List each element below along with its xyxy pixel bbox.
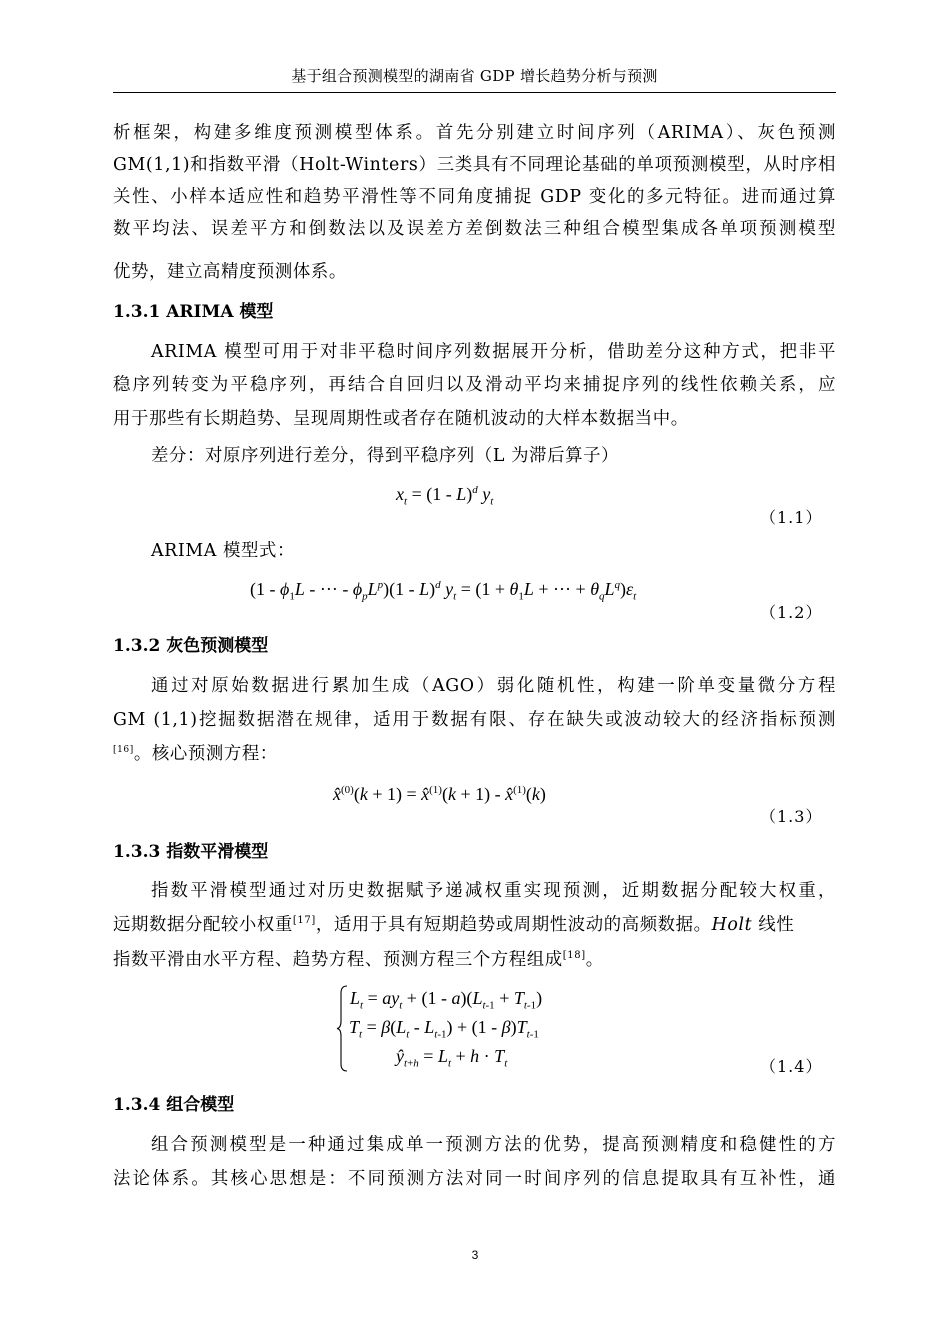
intro-line-2: GM(1,1)和指数平滑（Holt-Winters）三类具有不同理论基础的单项预测模型，从时序相 [113,155,836,175]
arima-model-text: ARIMA 模型式： [151,541,295,561]
equation-1-4-forecast: $ŷ_{t+h} = L_t + h \cdot T_t$ [396,1046,508,1070]
es-para-line-1: 指数平滑模型通过对历史数据赋予递减权重实现预测，近期数据分配较大权重， [151,881,836,901]
section-heading-grey: 1.3.2 灰色预测模型 [113,636,269,656]
equation-1-4-trend: $T_t = \beta(L_t - L_{t-1}) + (1 - \beta)T_{t-1}$ [349,1017,539,1041]
equation-1-1: $x_t = (1 - L)^d$ $y_t$ [396,484,494,508]
grey-para-line-3: [16]。核心预测方程： [113,744,278,764]
intro-line-3: 关性、小样本适应性和趋势平滑性等不同角度捕捉 GDP 变化的多元特征。进而通过算 [113,187,836,207]
citation-18: [18] [562,950,586,962]
arima-para-line-2: 稳序列转变为平稳序列，再结合自回归以及滑动平均来捕捉序列的线性依赖关系，应 [113,375,836,395]
equation-1-3: x̂$^{(0)}$(k + 1) = x̂$^{(1)}$(k + 1) - x̂$^{(1)}$(k) [333,784,546,804]
page-number: 3 [471,1248,479,1262]
arima-para-line-1: ARIMA 模型可用于对非平稳时间序列数据展开分析，借助差分这种方式，把非平 [151,342,836,362]
equation-system-brace [336,985,348,1072]
combo-para-line-1: 组合预测模型是一种通过集成单一预测方法的优势，提高预测精度和稳健性的方 [151,1135,836,1155]
equation-1-4-level: $L_t = ay_t + (1 - a)(L_{t-1} + T_{t-1})$ [350,988,543,1012]
section-heading-combination: 1.3.4 组合模型 [113,1095,235,1115]
equation-1-2: ($1 - \phi_1L$ - ··· - $\phi_pL^p)(1 - L)^d$ $y_t = (1 + \theta_1L$ + ··· + $\theta_qL^q)\varepsilon_t$ [250,579,637,603]
arima-diff-text: 差分：对原序列进行差分，得到平稳序列（L 为滞后算子） [151,446,620,466]
intro-line-4: 数平均法、误差平方和倒数法以及误差方差倒数法三种组合模型集成各单项预测模型 [113,219,836,239]
equation-number-1-1: （1.1） [760,508,823,527]
running-header: 基于组合预测模型的湖南省 GDP 增长趋势分析与预测 [291,67,658,85]
es-para-line-2: 远期数据分配较小权重[17]，适用于具有短期趋势或周期性波动的高频数据。Holt 线性 [113,915,795,935]
intro-line-5: 优势，建立高精度预测体系。 [113,262,347,282]
grey-para-line-2: GM (1,1)挖掘数据潜在规律，适用于数据有限、存在缺失或波动较大的经济指标预测 [113,710,836,730]
combo-para-line-2: 法论体系。其核心思想是：不同预测方法对同一时间序列的信息提取具有互补性，通 [113,1169,836,1189]
es-para-line-3: 指数平滑由水平方程、趋势方程、预测方程三个方程组成[18]。 [113,950,604,970]
grey-para-line-1: 通过对原始数据进行累加生成（AGO）弱化随机性，构建一阶单变量微分方程 [151,676,836,696]
section-heading-arima: 1.3.1 ARIMA 模型 [113,302,274,322]
equation-number-1-2: （1.2） [760,603,823,622]
equation-number-1-4: （1.4） [760,1057,823,1076]
equation-number-1-3: （1.3） [760,807,823,826]
section-heading-exp-smoothing: 1.3.3 指数平滑模型 [113,842,269,862]
arima-para-line-3: 用于那些有长期趋势、呈现周期性或者存在随机波动的大样本数据当中。 [113,409,689,429]
citation-17: [17] [292,915,316,927]
header-rule [113,92,836,93]
intro-line-1: 析框架，构建多维度预测模型体系。首先分别建立时间序列（ARIMA）、灰色预测 [113,123,836,143]
citation-16: [16] [113,745,134,756]
